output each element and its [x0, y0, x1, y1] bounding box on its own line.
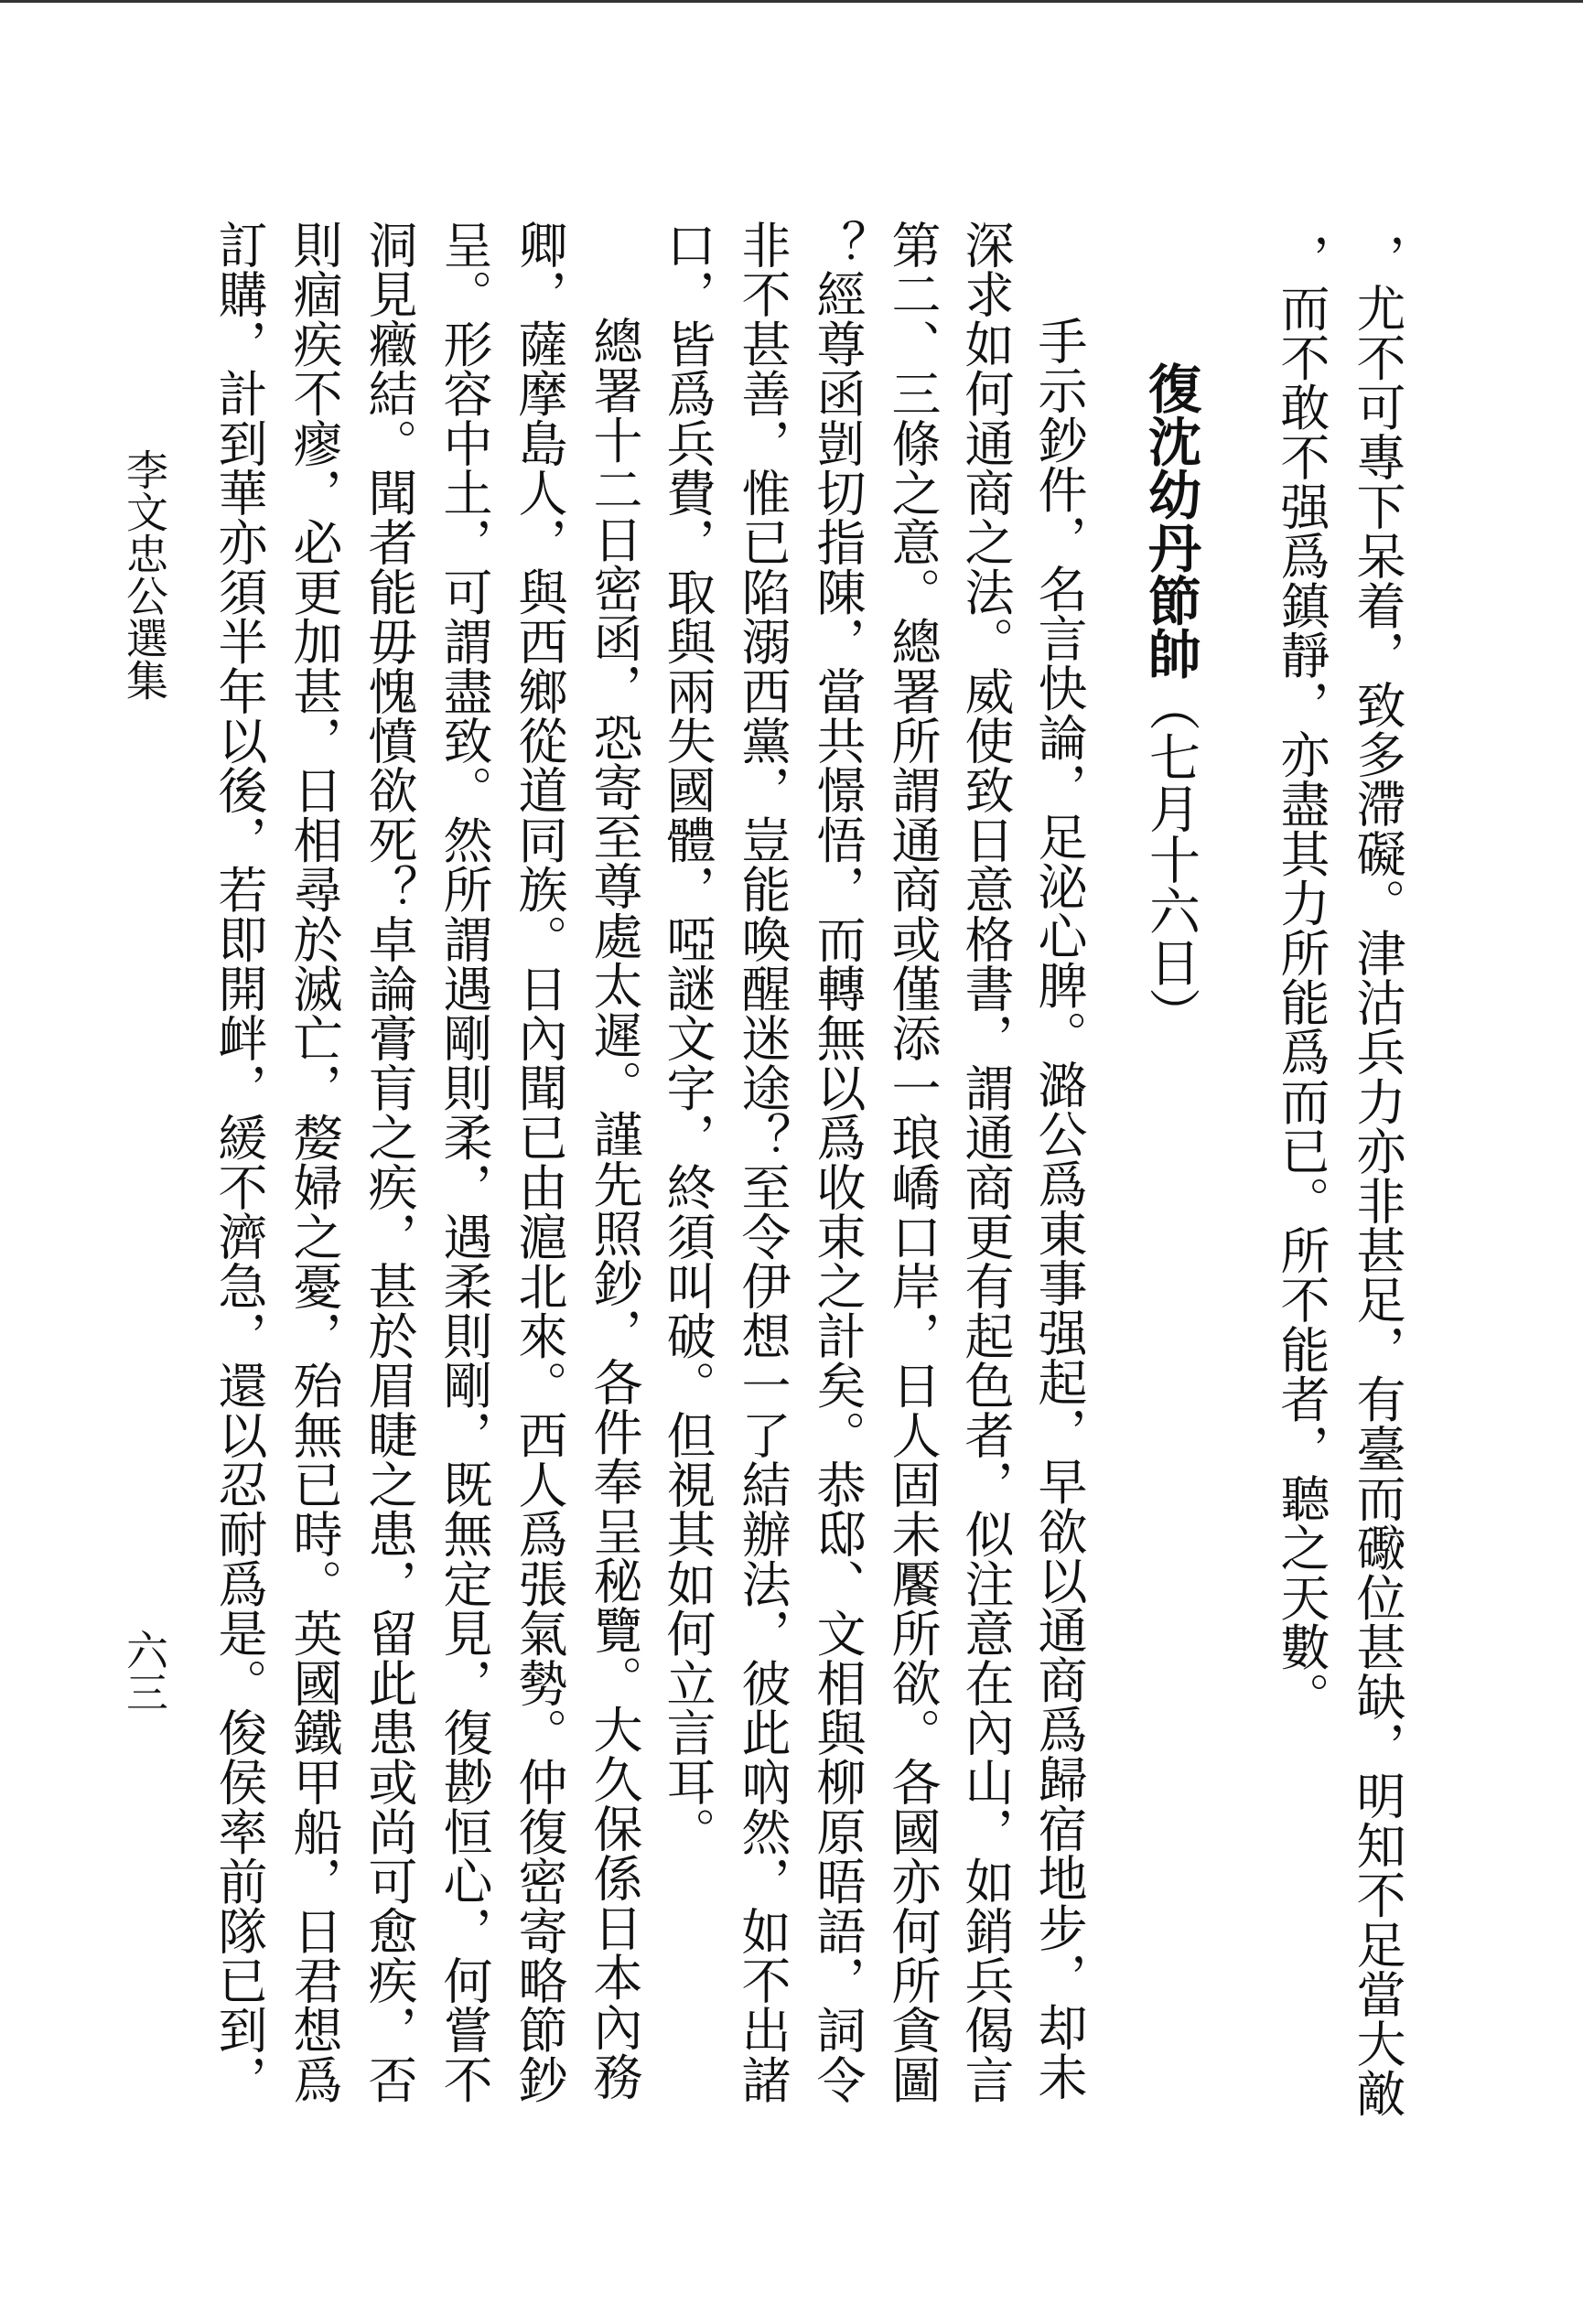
- text-column-14: 訂購，計到華亦須半年以後，若即開衅，緩不濟急，還以忍耐爲是。俊侯率前隊已到，: [210, 220, 268, 2104]
- text-column-8: 口，皆爲兵費，取與兩失國體，啞謎文字，終須叫破。但視其如何立言耳。: [659, 220, 716, 1856]
- top-border-rule: [0, 0, 1583, 3]
- text-column-6: ？經尊函剴切指陳，當共憬悟，而轉無以爲收束之計矣。恭邸、文相與柳原晤語，詞令: [809, 220, 867, 2104]
- text-column-7: 非不甚善，惟已陷溺西黨，豈能喚醒迷途？至令伊想一了結辦法，彼此吶然，如不出諸: [734, 220, 792, 2104]
- text-column-3: 手示鈔件，名言快論，足泌心脾。潞公爲東事强起，早欲以通商爲歸宿地步，却未: [1030, 316, 1088, 2102]
- text-column-10: 卿，薩摩島人，與西鄉從道同族。日內聞已由滬北來。西人爲張氣勢。仲復密寄略節鈔: [511, 220, 568, 2104]
- letter-heading: [1139, 361, 1201, 1038]
- text-column-5: 第二、三條之意。總署所謂通商或僅添一琅嶠口岸，日人固未饜所欲。各國亦何所貪圖: [884, 220, 942, 2104]
- text-column-13: 則痼疾不瘳，必更加甚，日相尋於滅亡，嫠婦之憂，殆無已時。英國鐵甲船，日君想爲: [285, 220, 343, 2104]
- text-column-12: 洞見癥結。聞者能毋愧憤欲死？卓論膏肓之疾，甚於眉睫之患，留此患或尚可愈疾，否: [361, 220, 418, 2104]
- page-number: 六三: [120, 1629, 169, 1713]
- text-column-9: 總署十二日密函，恐寄至尊處太遲。謹先照鈔，各件奉呈秘覽。大久保係日本內務: [586, 316, 643, 2102]
- text-column-2: ，而不敢不强爲鎮靜，亦盡其力所能爲而已。所不能者，聽之天數。: [1273, 233, 1330, 1721]
- text-column-4: 深求如何通商之法。威使致日意格書，謂通商更有起色者，似注意在內山，如銷兵偈言: [957, 220, 1015, 2104]
- text-column-1: ，尤不可專下呆着，致多滯礙。津沽兵力亦非甚足，有臺而礮位甚缺，明知不足當大敵: [1349, 233, 1406, 2118]
- text-column-11: 呈。形容中土，可謂盡致。然所謂遇剛則柔，遇柔則剛，既無定見，復尠恒心，何嘗不: [436, 220, 493, 2104]
- letter-heading-text: 復沈幼丹節帥: [1139, 361, 1201, 680]
- book-title: 李文忠公選集: [120, 448, 169, 701]
- letter-date: （七月十六日）: [1141, 680, 1201, 1038]
